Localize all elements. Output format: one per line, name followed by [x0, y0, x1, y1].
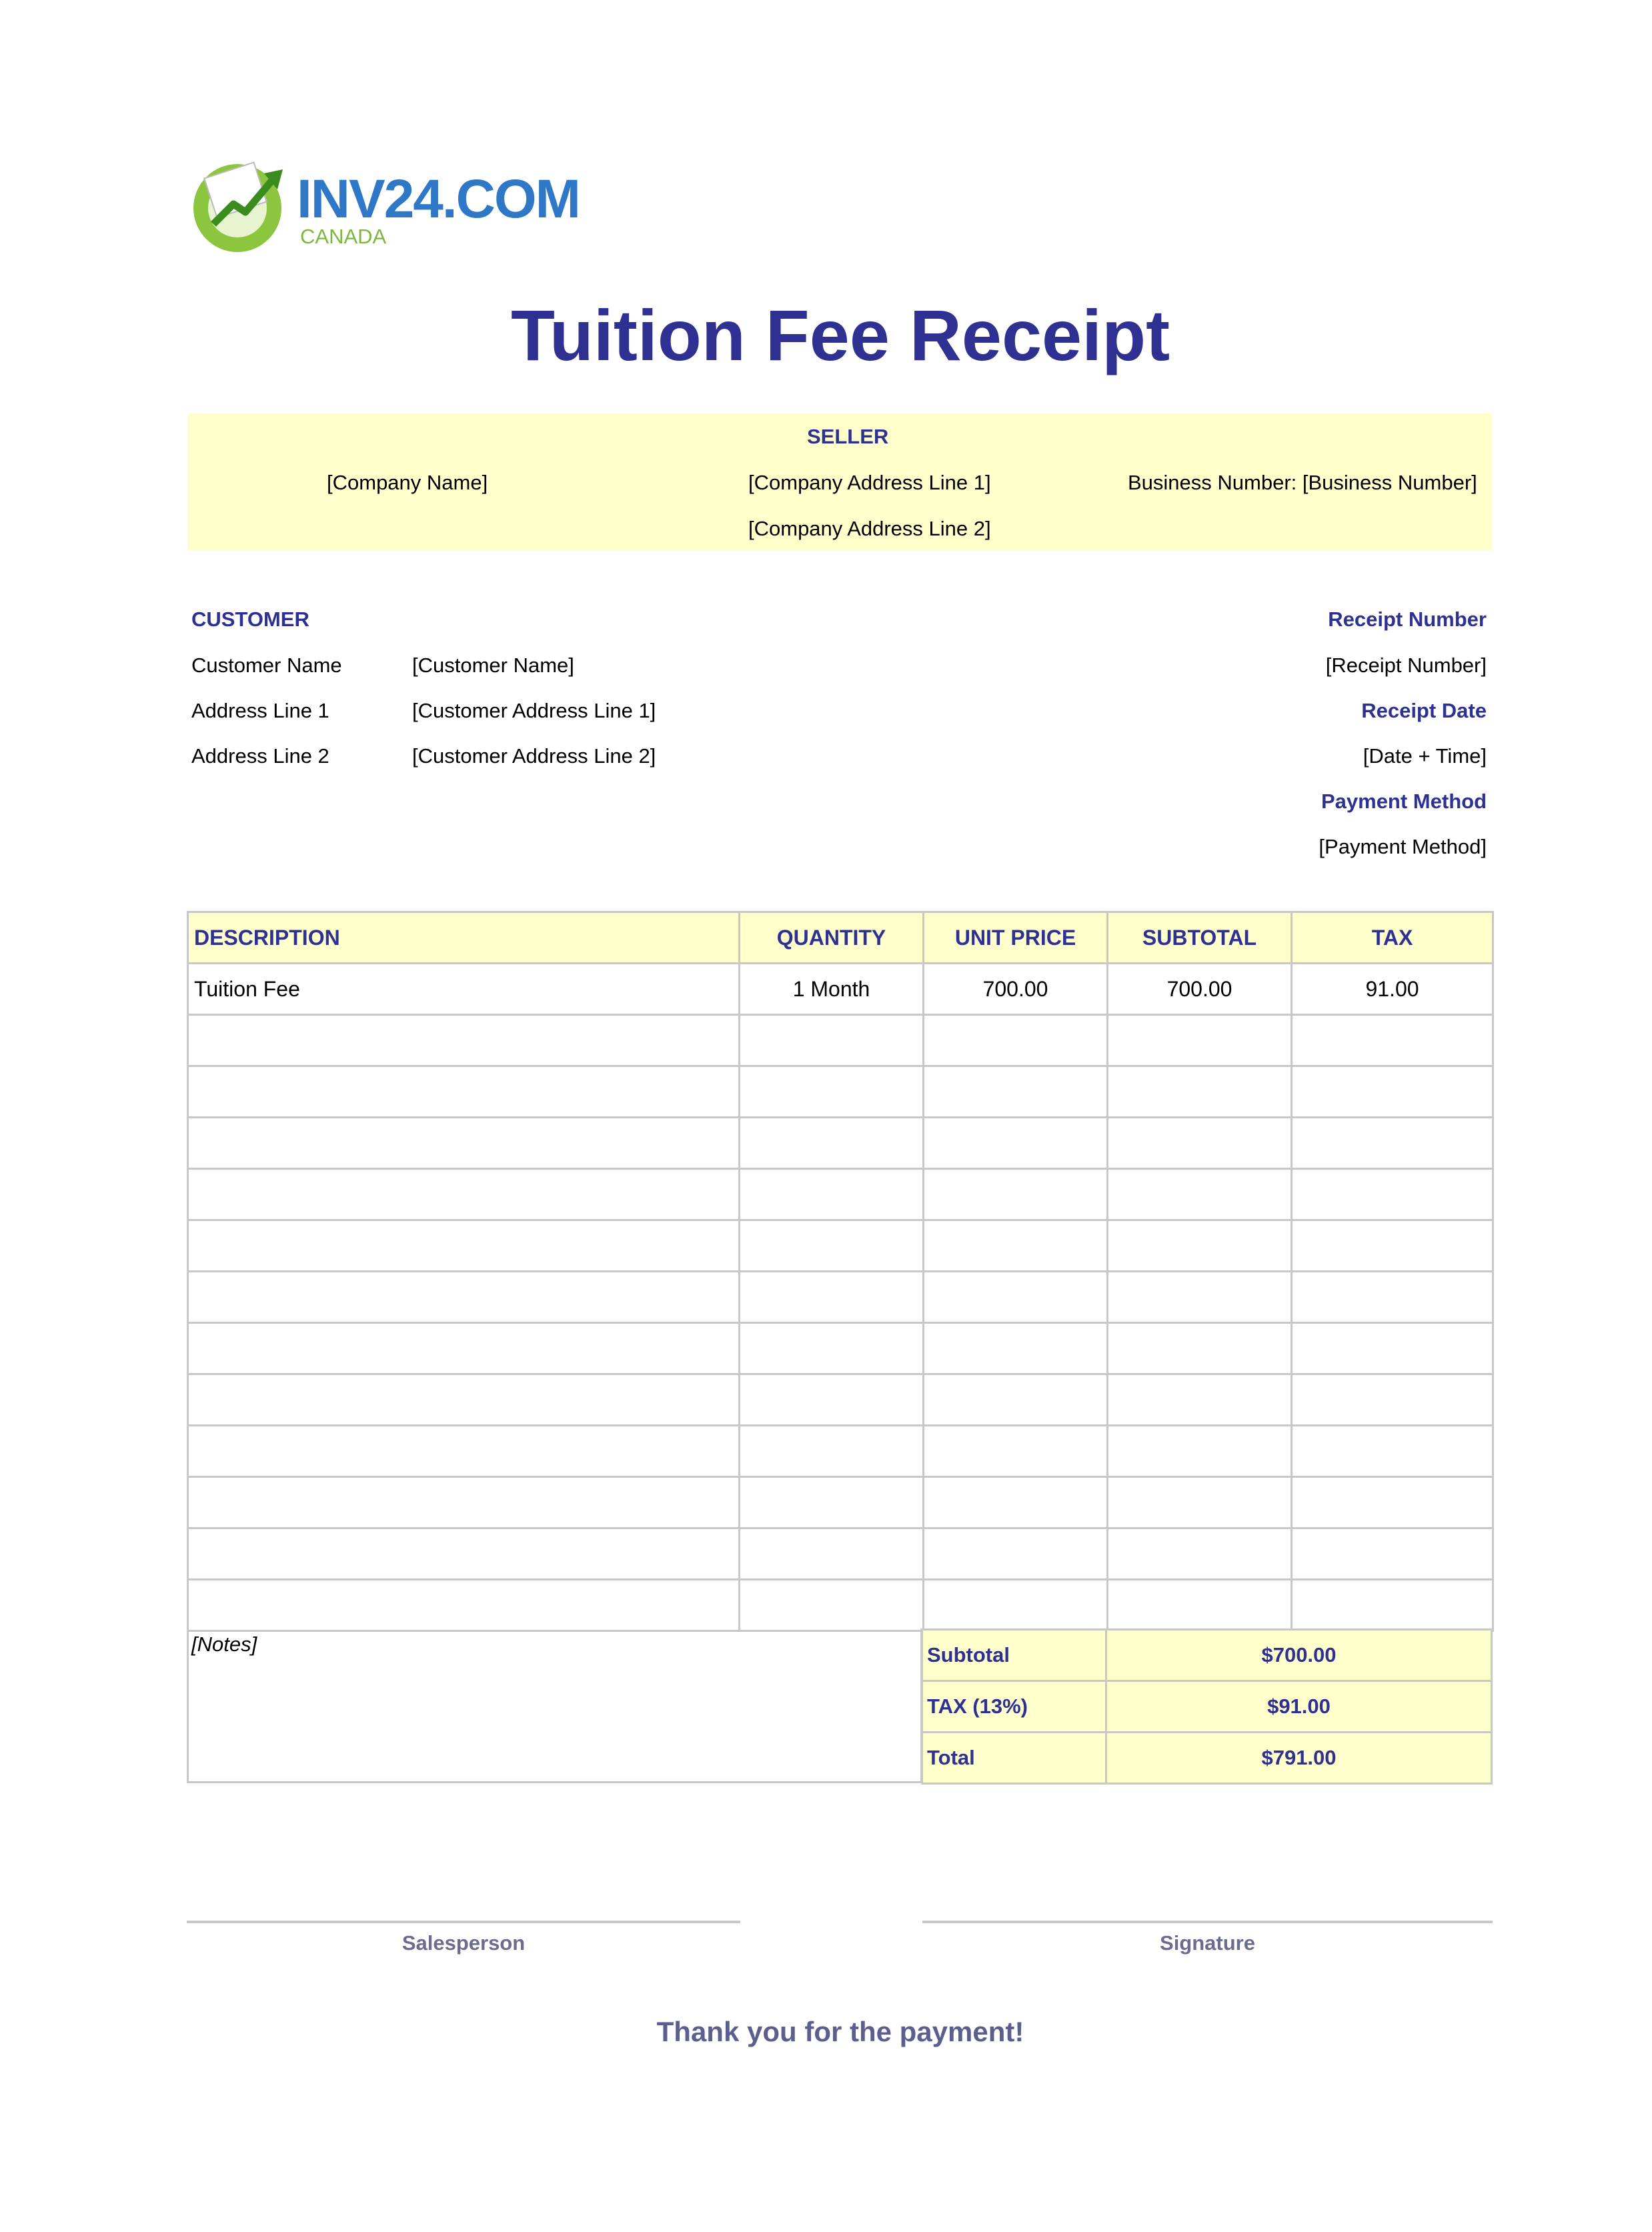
- cell-tax: [1292, 1066, 1493, 1118]
- seller-address-line1: [Company Address Line 1]: [748, 471, 991, 494]
- customer-address2-label: Address Line 2: [191, 744, 329, 768]
- cell-quantity: [740, 1272, 924, 1323]
- seller-address-line2: [Company Address Line 2]: [748, 517, 991, 540]
- table-row: [188, 1323, 1493, 1374]
- cell-unit-price: [924, 1580, 1108, 1631]
- table-row: [188, 1118, 1493, 1169]
- cell-subtotal: [1108, 1169, 1292, 1220]
- table-row: [188, 1066, 1493, 1118]
- col-header-unit-price: UNIT PRICE: [924, 912, 1108, 964]
- cell-subtotal: [1108, 1015, 1292, 1066]
- col-header-description: DESCRIPTION: [188, 912, 740, 964]
- cell-subtotal: [1108, 1118, 1292, 1169]
- table-row: [188, 964, 1493, 1015]
- cell-description: [188, 1169, 740, 1220]
- page-title: Tuition Fee Receipt: [510, 295, 1170, 375]
- table-row: [188, 1477, 1493, 1528]
- receipt-date-label: Receipt Date: [1361, 699, 1487, 722]
- cell-quantity: [740, 1374, 924, 1426]
- thank-you-message: Thank you for the payment!: [656, 2016, 1024, 2047]
- cell-unit-price: [924, 1118, 1108, 1169]
- cell-description: [188, 1528, 740, 1580]
- total-label: Total: [922, 1733, 1106, 1784]
- cell-subtotal: [1108, 1220, 1292, 1272]
- cell-quantity: [740, 1580, 924, 1631]
- totals-row-subtotal: [922, 1630, 1492, 1681]
- cell-unit-price: [924, 1169, 1108, 1220]
- totals-row-total: [922, 1733, 1492, 1784]
- cell-quantity: [740, 1528, 924, 1580]
- cell-description: [188, 1118, 740, 1169]
- cell-unit-price: [924, 1066, 1108, 1118]
- customer-name-value: [Customer Name]: [412, 654, 574, 677]
- cell-subtotal: [1108, 1374, 1292, 1426]
- cell-tax: [1292, 1323, 1493, 1374]
- cell-unit-price: [924, 1374, 1108, 1426]
- cell-description: [188, 1015, 740, 1066]
- table-header-row: [188, 912, 1493, 964]
- cell-description: [188, 1066, 740, 1118]
- cell-unit-price: [924, 1477, 1108, 1528]
- customer-address1-value: [Customer Address Line 1]: [412, 699, 656, 722]
- cell-quantity: [740, 1015, 924, 1066]
- items-table: [187, 911, 1494, 1632]
- cell-tax: [1292, 1528, 1493, 1580]
- receipt-number-label: Receipt Number: [1328, 608, 1487, 631]
- notes-box: [187, 1628, 922, 1783]
- logo-icon: [189, 155, 296, 255]
- subtotal-label: Subtotal: [922, 1630, 1106, 1681]
- cell-unit-price: 700.00: [924, 964, 1108, 1015]
- seller-heading: SELLER: [807, 425, 889, 448]
- table-row: [188, 1015, 1493, 1066]
- receipt-number-value: [Receipt Number]: [1325, 654, 1487, 677]
- cell-subtotal: [1108, 1528, 1292, 1580]
- cell-unit-price: [924, 1015, 1108, 1066]
- customer-heading: CUSTOMER: [191, 608, 309, 631]
- cell-tax: [1292, 1015, 1493, 1066]
- tax-label: TAX (13%): [922, 1681, 1106, 1733]
- cell-subtotal: [1108, 1477, 1292, 1528]
- salesperson-line: [187, 1921, 740, 1923]
- cell-quantity: [740, 1477, 924, 1528]
- payment-method-label: Payment Method: [1321, 790, 1487, 813]
- cell-unit-price: [924, 1272, 1108, 1323]
- receipt-date-value: [Date + Time]: [1363, 744, 1487, 768]
- totals-row-tax: [922, 1681, 1492, 1733]
- col-header-quantity: QUANTITY: [740, 912, 924, 964]
- signature-label: Signature: [1160, 1931, 1255, 1955]
- cell-subtotal: [1108, 1272, 1292, 1323]
- cell-quantity: 1 Month: [740, 964, 924, 1015]
- cell-subtotal: [1108, 1066, 1292, 1118]
- table-row: [188, 1169, 1493, 1220]
- cell-description: [188, 1374, 740, 1426]
- cell-description: [188, 1426, 740, 1477]
- cell-description: [188, 1477, 740, 1528]
- cell-subtotal: [1108, 1323, 1292, 1374]
- subtotal-value: $700.00: [1106, 1630, 1492, 1681]
- cell-quantity: [740, 1118, 924, 1169]
- table-row: [188, 1374, 1493, 1426]
- cell-unit-price: [924, 1426, 1108, 1477]
- cell-description: Tuition Fee: [188, 964, 740, 1015]
- table-row: [188, 1528, 1493, 1580]
- table-row: [188, 1580, 1493, 1631]
- cell-subtotal: [1108, 1580, 1292, 1631]
- customer-name-label: Customer Name: [191, 654, 342, 677]
- cell-tax: [1292, 1580, 1493, 1631]
- customer-address2-value: [Customer Address Line 2]: [412, 744, 656, 768]
- cell-quantity: [740, 1426, 924, 1477]
- table-row: [188, 1426, 1493, 1477]
- cell-description: [188, 1272, 740, 1323]
- cell-tax: [1292, 1477, 1493, 1528]
- cell-tax: [1292, 1169, 1493, 1220]
- col-header-subtotal: SUBTOTAL: [1108, 912, 1292, 964]
- cell-description: [188, 1580, 740, 1631]
- salesperson-label: Salesperson: [401, 1931, 526, 1955]
- payment-method-value: [Payment Method]: [1319, 835, 1487, 858]
- logo-wordmark: INV24.COM: [297, 169, 580, 229]
- table-row: [188, 1272, 1493, 1323]
- cell-tax: [1292, 1426, 1493, 1477]
- seller-company-name: [Company Name]: [327, 471, 488, 494]
- cell-unit-price: [924, 1323, 1108, 1374]
- totals-table: [921, 1628, 1493, 1785]
- table-row: [188, 1220, 1493, 1272]
- cell-quantity: [740, 1323, 924, 1374]
- customer-address1-label: Address Line 1: [191, 699, 329, 722]
- cell-subtotal: [1108, 1426, 1292, 1477]
- cell-tax: [1292, 1374, 1493, 1426]
- cell-description: [188, 1323, 740, 1374]
- cell-tax: [1292, 1272, 1493, 1323]
- cell-unit-price: [924, 1220, 1108, 1272]
- seller-business-number: Business Number: [Business Number]: [1128, 471, 1477, 494]
- col-header-tax: TAX: [1292, 912, 1493, 964]
- cell-description: [188, 1220, 740, 1272]
- logo-subtitle: CANADA: [300, 225, 387, 248]
- tax-value: $91.00: [1106, 1681, 1492, 1733]
- notes-text: [Notes]: [191, 1632, 257, 1656]
- cell-tax: [1292, 1118, 1493, 1169]
- cell-unit-price: [924, 1528, 1108, 1580]
- cell-quantity: [740, 1169, 924, 1220]
- total-value: $791.00: [1106, 1733, 1492, 1784]
- cell-tax: [1292, 1220, 1493, 1272]
- cell-tax: 91.00: [1292, 964, 1493, 1015]
- cell-quantity: [740, 1220, 924, 1272]
- cell-subtotal: 700.00: [1108, 964, 1292, 1015]
- signature-line: [922, 1921, 1493, 1923]
- cell-quantity: [740, 1066, 924, 1118]
